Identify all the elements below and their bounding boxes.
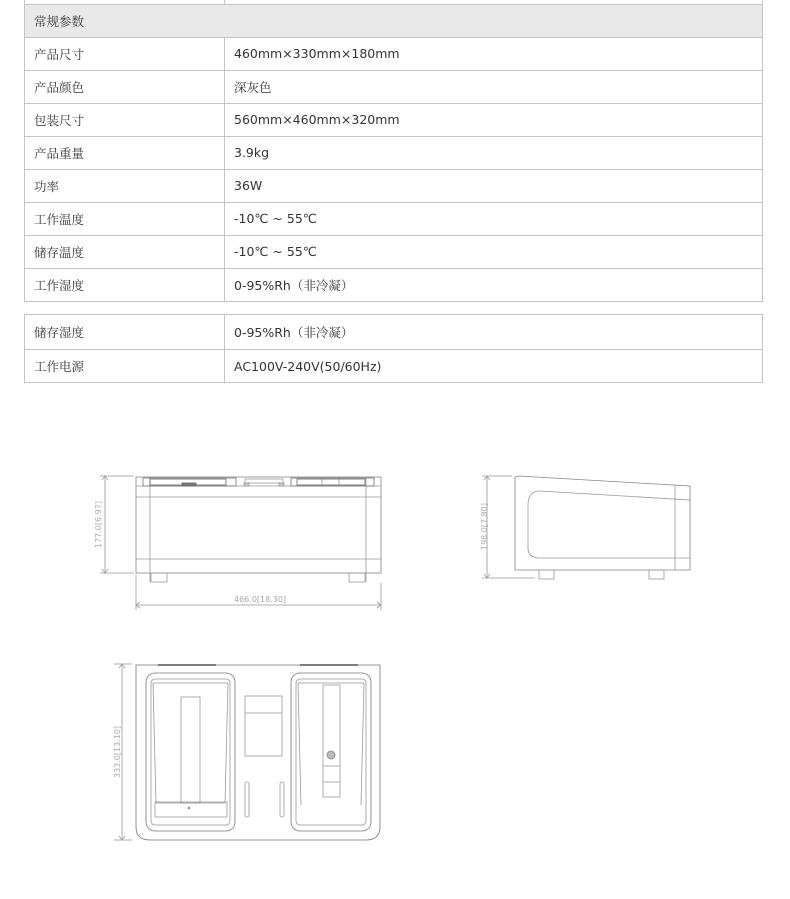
spec-table	[24, 0, 763, 302]
spec-value: 深灰色	[225, 70, 763, 103]
spec-label: 工作湿度	[25, 268, 225, 301]
spec-label: 储存湿度	[25, 315, 225, 350]
table-row	[25, 202, 763, 235]
spec-value: 0-95%Rh（非冷凝）	[225, 268, 763, 301]
table-row	[25, 37, 763, 70]
spec-value: -10℃ ~ 55℃	[225, 202, 763, 235]
front-height-dim: 177.0[6.97]	[94, 501, 103, 548]
table-row	[25, 136, 763, 169]
spec-value: -10℃ ~ 55℃	[225, 235, 763, 268]
front-view-drawing	[90, 470, 400, 620]
side-height-dim: 198.0[7.80]	[480, 503, 489, 550]
spec-value: 560mm×460mm×320mm	[225, 103, 763, 136]
spec-value: AC100V-240V(50/60Hz)	[225, 350, 763, 383]
spec-value: 460mm×330mm×180mm	[225, 37, 763, 70]
spec-label: 功率	[25, 169, 225, 202]
table-row	[25, 235, 763, 268]
spec-label: 包装尺寸	[25, 103, 225, 136]
table-row	[25, 70, 763, 103]
top-depth-dim: 333.0[13.10]	[113, 725, 122, 778]
spec-label: 产品重量	[25, 136, 225, 169]
table-row	[25, 169, 763, 202]
table-row	[25, 315, 763, 350]
spec-table-continued	[24, 314, 763, 383]
spec-label: 工作温度	[25, 202, 225, 235]
section-header-row	[25, 4, 763, 37]
side-view-drawing	[470, 460, 700, 590]
spec-label: 产品颜色	[25, 70, 225, 103]
table-row	[25, 268, 763, 301]
spec-value: 0-95%Rh（非冷凝）	[225, 315, 763, 350]
front-width-dim: 466.0[18.30]	[234, 595, 287, 604]
table-row	[25, 350, 763, 383]
spec-label: 储存温度	[25, 235, 225, 268]
spec-label: 产品尺寸	[25, 37, 225, 70]
section-title: 常规参数	[25, 4, 763, 37]
spec-value: 36W	[225, 169, 763, 202]
table-row	[25, 103, 763, 136]
spec-label: 工作电源	[25, 350, 225, 383]
top-view-drawing	[100, 655, 400, 850]
spec-value: 3.9kg	[225, 136, 763, 169]
